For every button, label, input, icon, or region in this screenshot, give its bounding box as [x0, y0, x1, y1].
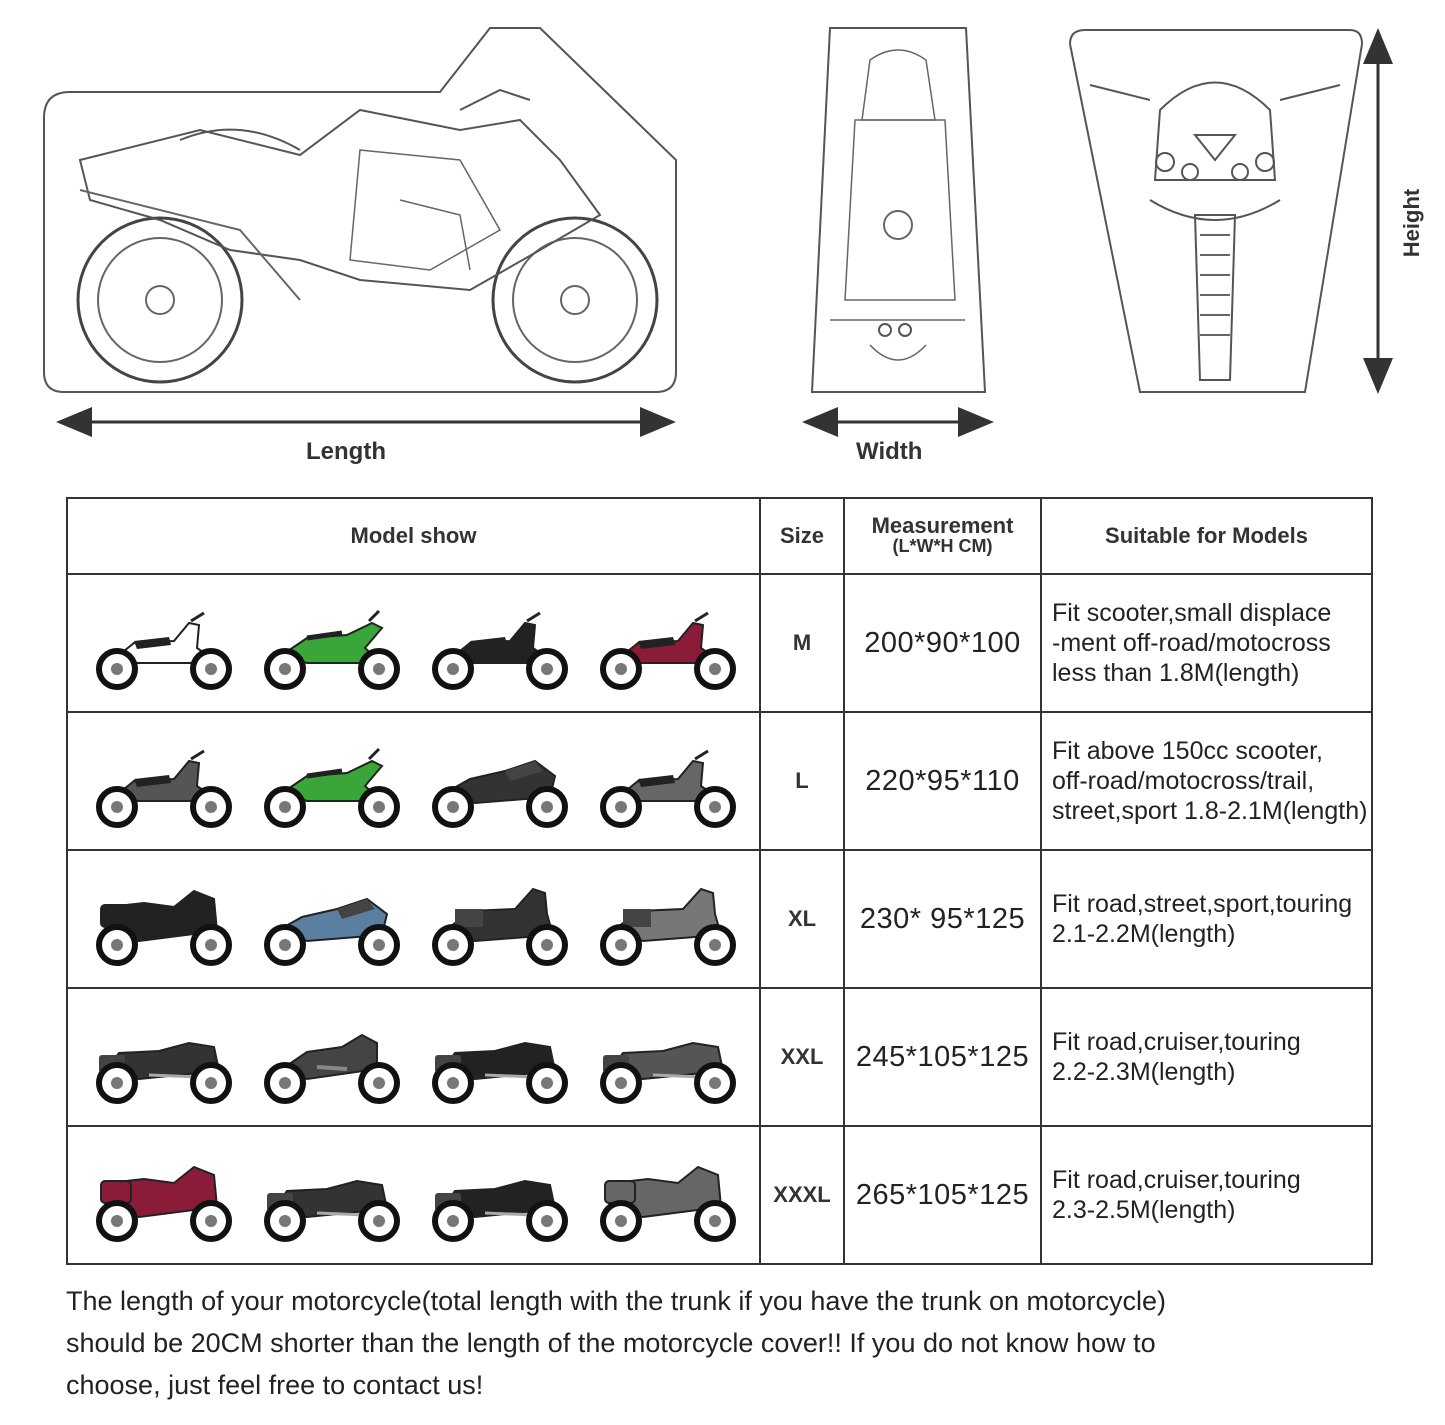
header-suitable: Suitable for Models — [1041, 498, 1372, 574]
suitable-models-line: Fit scooter,small displace — [1052, 599, 1332, 627]
model-show-cell — [67, 1126, 760, 1264]
suitable-models-line: Fit road,cruiser,touring — [1052, 1028, 1301, 1056]
motorcycle-cruiser-icon — [415, 1007, 580, 1107]
header-measurement-label: Measurement — [871, 513, 1014, 538]
motorcycle-touring-icon — [583, 1145, 748, 1245]
suitable-models-line: 2.1-2.2M(length) — [1052, 920, 1236, 948]
table-row — [67, 1126, 1372, 1264]
length-label: Length — [306, 438, 386, 465]
note-line: The length of your motorcycle(total length with the trunk if you have the trunk on motorcycle) — [66, 1286, 1167, 1316]
size-cell: XXL — [760, 988, 844, 1126]
height-label: Height — [1399, 188, 1424, 258]
height-view-cover — [1070, 30, 1362, 392]
motorcycle-cruiser-icon — [583, 1007, 748, 1107]
size-cell: L — [760, 712, 844, 850]
suitable-models-cell — [1041, 574, 1372, 712]
motorcycle-dirt-icon — [247, 731, 412, 831]
size-cell: XL — [760, 850, 844, 988]
suitable-models-line: less than 1.8M(length) — [1052, 659, 1300, 687]
table-row — [67, 850, 1372, 988]
measurement-cell: 245*105*125 — [844, 988, 1041, 1126]
table-row — [67, 574, 1372, 712]
suitable-models-line: street,sport 1.8-2.1M(length) — [1052, 797, 1368, 825]
size-cell: XXXL — [760, 1126, 844, 1264]
motorcycle-scooter-icon — [415, 593, 580, 693]
sizing-note — [66, 1280, 1386, 1406]
suitable-models-cell — [1041, 850, 1372, 988]
motorcycle-touring-icon — [79, 869, 244, 969]
table-row — [67, 712, 1372, 850]
header-measurement — [844, 498, 1041, 574]
motorcycle-cruiser-icon — [79, 1007, 244, 1107]
measurement-cell: 230* 95*125 — [844, 850, 1041, 988]
note-line: should be 20CM shorter than the length of the motorcycle cover!! If you do not know how to — [66, 1328, 1156, 1358]
motorcycle-adventure-icon — [583, 869, 748, 969]
motorcycle-scooter-icon — [583, 731, 748, 831]
motorcycle-scooter-icon — [79, 593, 244, 693]
motorcycle-scooter-icon — [79, 731, 244, 831]
header-size: Size — [760, 498, 844, 574]
model-show-cell — [67, 850, 760, 988]
motorcycle-touring-icon — [79, 1145, 244, 1245]
width-label: Width — [856, 438, 923, 465]
table-row — [67, 988, 1372, 1126]
motorcycle-naked-icon — [247, 1007, 412, 1107]
motorcycle-sport-icon — [415, 731, 580, 831]
front-view-cover — [812, 28, 985, 392]
motorcycle-adventure-icon — [415, 869, 580, 969]
measurement-cell: 200*90*100 — [844, 574, 1041, 712]
size-table — [66, 497, 1373, 1265]
suitable-models-line: Fit above 150cc scooter, — [1052, 737, 1323, 765]
model-show-cell — [67, 574, 760, 712]
motorcycle-sport-icon — [247, 869, 412, 969]
suitable-models-line: off-road/motocross/trail, — [1052, 767, 1315, 795]
model-show-cell — [67, 712, 760, 850]
suitable-models-line: 2.2-2.3M(length) — [1052, 1058, 1236, 1086]
measurement-cell: 220*95*110 — [844, 712, 1041, 850]
side-view-cover — [44, 28, 676, 392]
suitable-models-line: Fit road,cruiser,touring — [1052, 1166, 1301, 1194]
header-model-show: Model show — [67, 498, 760, 574]
header-measurement-unit: (L*W*H CM) — [892, 536, 993, 556]
suitable-models-cell — [1041, 712, 1372, 850]
motorcycle-scooter-icon — [583, 593, 748, 693]
note-line: choose, just feel free to contact us! — [66, 1370, 484, 1400]
dimension-diagram — [0, 0, 1445, 480]
measurement-cell: 265*105*125 — [844, 1126, 1041, 1264]
suitable-models-line: Fit road,street,sport,touring — [1052, 890, 1353, 918]
suitable-models-line: 2.3-2.5M(length) — [1052, 1196, 1236, 1224]
motorcycle-dirt-icon — [247, 593, 412, 693]
suitable-models-line: -ment off-road/motocross — [1052, 629, 1331, 657]
motorcycle-cruiser-icon — [415, 1145, 580, 1245]
motorcycle-cruiser-icon — [247, 1145, 412, 1245]
suitable-models-cell — [1041, 1126, 1372, 1264]
size-cell: M — [760, 574, 844, 712]
suitable-models-cell — [1041, 988, 1372, 1126]
model-show-cell — [67, 988, 760, 1126]
table-header-row — [67, 498, 1372, 574]
